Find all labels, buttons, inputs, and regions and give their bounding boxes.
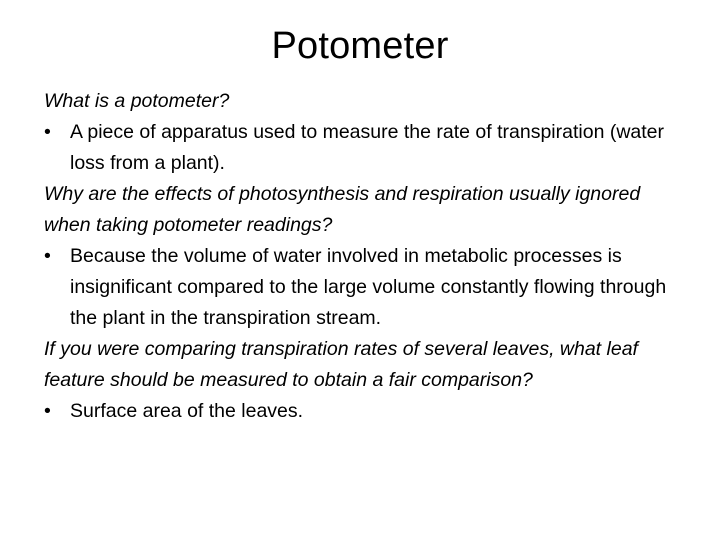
question-3: If you were comparing transpiration rates of several leaves, what leaf feature should be measured to obtain a fair comparison? — [44, 338, 638, 391]
answer-bullet-3 — [44, 396, 684, 427]
slide-title: Potometer — [271, 25, 449, 67]
answer-1-text: A piece of apparatus used to measure the rate of transpiration (water loss from a plant). — [70, 121, 665, 174]
bullet-icon: • — [44, 245, 51, 267]
bullet-icon: • — [44, 400, 51, 422]
slide-body — [44, 86, 684, 427]
bullet-icon: • — [44, 121, 51, 143]
answer-bullet-1 — [44, 117, 684, 179]
question-2: Why are the effects of photosynthesis and respiration usually ignored when taking potometer readings? — [44, 183, 641, 236]
question-1: What is a potometer? — [44, 90, 230, 112]
answer-bullet-2 — [44, 241, 684, 334]
answer-2-text: Because the volume of water involved in metabolic processes is insignificant compared to the large volume constantly flowing through the plant in the transpiration stream. — [70, 245, 667, 329]
answer-3-text: Surface area of the leaves. — [70, 400, 304, 422]
